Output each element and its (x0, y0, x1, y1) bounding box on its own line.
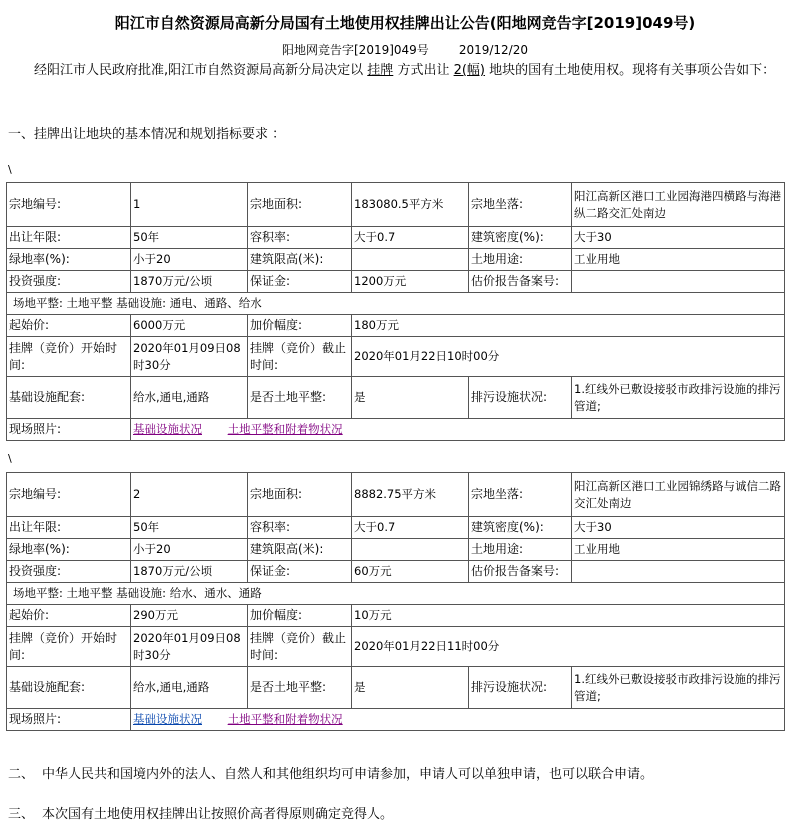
value-height (352, 539, 469, 561)
label-listing-end: 挂牌（竞价）截止时间: (248, 337, 352, 377)
label-investment: 投资强度: (7, 561, 131, 583)
value-start-price: 6000万元 (131, 315, 248, 337)
label-listing-start: 挂牌（竞价）开始时间: (7, 337, 131, 377)
label-area: 宗地面积: (248, 183, 352, 227)
value-leveled: 是 (352, 667, 469, 709)
land-leveling-photo-link[interactable]: 土地平整和附着物状况 (227, 712, 343, 726)
value-green: 小于20 (131, 539, 248, 561)
label-listing-start: 挂牌（竞价）开始时间: (7, 627, 131, 667)
value-listing-start: 2020年01月09日08时30分 (131, 627, 248, 667)
value-density: 大于30 (572, 517, 785, 539)
intro-paragraph: 经阳江市人民政府批准,阳江市自然资源局高新分局决定以 挂牌 方式出让 2(幅) 地块的国有土地使用权。现将有关事项公告如下： (34, 63, 776, 78)
separator-mark: \ (8, 163, 12, 176)
value-term: 50年 (131, 517, 248, 539)
label-height: 建筑限高(米): (248, 539, 352, 561)
value-use: 工业用地 (572, 539, 785, 561)
doc-date: 2019/12/20 (458, 43, 528, 57)
value-sewage: 1.红线外已敷设接驳市政排污设施的排污管道; (572, 377, 785, 419)
method-value: 挂牌 (367, 63, 394, 78)
label-leveled: 是否土地平整: (248, 667, 352, 709)
value-density: 大于30 (572, 227, 785, 249)
value-green: 小于20 (131, 249, 248, 271)
value-far: 大于0.7 (352, 227, 469, 249)
section-2-number: 二、 (8, 767, 35, 782)
value-infra-config: 给水,通电,通路 (131, 667, 248, 709)
label-density: 建筑密度(%): (469, 227, 572, 249)
section-2-text: 中华人民共和国境内外的法人、自然人和其他组织均可申请参加，申请人可以单独申请，也可以联合申请。 (42, 767, 654, 782)
infrastructure-photo-link[interactable]: 基础设施状况 (133, 712, 202, 726)
label-far: 容积率: (248, 227, 352, 249)
separator-mark: \ (8, 452, 12, 465)
label-investment: 投资强度: (7, 271, 131, 293)
value-parcel-no: 1 (131, 183, 248, 227)
label-use: 土地用途: (469, 539, 572, 561)
label-use: 土地用途: (469, 249, 572, 271)
label-sewage: 排污设施状况: (469, 377, 572, 419)
section-2 (8, 763, 653, 782)
value-leveled: 是 (352, 377, 469, 419)
value-location: 阳江高新区港口工业园锦绣路与诚信二路交汇处南边 (572, 473, 785, 517)
value-investment: 1870万元/公顷 (131, 561, 248, 583)
value-deposit: 1200万元 (352, 271, 469, 293)
value-infra-config: 给水,通电,通路 (131, 377, 248, 419)
label-leveled: 是否土地平整: (248, 377, 352, 419)
site-note: 场地平整: 土地平整 基础设施: 通电、通路、给水 (7, 293, 785, 315)
doc-number: 阳地网竞告字[2019]049号 (282, 43, 429, 57)
label-photos: 现场照片: (7, 419, 131, 441)
label-density: 建筑密度(%): (469, 517, 572, 539)
label-green: 绿地率(%): (7, 539, 131, 561)
doc-meta (0, 41, 810, 58)
label-deposit: 保证金: (248, 271, 352, 293)
label-location: 宗地坐落: (469, 183, 572, 227)
value-far: 大于0.7 (352, 517, 469, 539)
label-sewage: 排污设施状况: (469, 667, 572, 709)
parcel-table-1 (6, 182, 785, 441)
parcel-count: 2(幅) (453, 63, 486, 78)
value-start-price: 290万元 (131, 605, 248, 627)
land-leveling-photo-link[interactable]: 土地平整和附着物状况 (227, 422, 343, 436)
value-listing-start: 2020年01月09日08时30分 (131, 337, 248, 377)
label-deposit: 保证金: (248, 561, 352, 583)
value-use: 工业用地 (572, 249, 785, 271)
page-title: 阳江市自然资源局高新分局国有土地使用权挂牌出让公告(阳地网竞告字[2019]049号) (114, 14, 696, 32)
value-parcel-no: 2 (131, 473, 248, 517)
label-parcel-no: 宗地编号: (7, 473, 131, 517)
label-height: 建筑限高(米): (248, 249, 352, 271)
label-area: 宗地面积: (248, 473, 352, 517)
infrastructure-photo-link[interactable]: 基础设施状况 (133, 422, 202, 436)
label-appraisal: 估价报告备案号: (469, 561, 572, 583)
section-1-heading: 一、挂牌出让地块的基本情况和规划指标要求 ： (8, 127, 286, 142)
site-note: 场地平整: 土地平整 基础设施: 给水、通水、通路 (7, 583, 785, 605)
value-appraisal (572, 561, 785, 583)
value-investment: 1870万元/公顷 (131, 271, 248, 293)
label-increment: 加价幅度: (248, 315, 352, 337)
value-appraisal (572, 271, 785, 293)
section-3 (8, 803, 393, 822)
label-term: 出让年限: (7, 517, 131, 539)
label-green: 绿地率(%): (7, 249, 131, 271)
label-appraisal: 估价报告备案号: (469, 271, 572, 293)
value-term: 50年 (131, 227, 248, 249)
label-location: 宗地坐落: (469, 473, 572, 517)
label-photos: 现场照片: (7, 709, 131, 731)
value-listing-end: 2020年01月22日10时00分 (352, 337, 785, 377)
label-far: 容积率: (248, 517, 352, 539)
parcel-table-2 (6, 472, 785, 731)
value-increment: 180万元 (352, 315, 785, 337)
label-infra-config: 基础设施配套: (7, 377, 131, 419)
value-sewage: 1.红线外已敷设接驳市政排污设施的排污管道; (572, 667, 785, 709)
label-term: 出让年限: (7, 227, 131, 249)
value-area: 183080.5平方米 (352, 183, 469, 227)
value-location: 阳江高新区港口工业园海港四横路与海港纵二路交汇处南边 (572, 183, 785, 227)
label-listing-end: 挂牌（竞价）截止时间: (248, 627, 352, 667)
section-3-text: 本次国有土地使用权挂牌出让按照价高者得原则确定竞得人。 (42, 807, 394, 822)
label-start-price: 起始价: (7, 315, 131, 337)
value-increment: 10万元 (352, 605, 785, 627)
value-listing-end: 2020年01月22日11时00分 (352, 627, 785, 667)
section-3-number: 三、 (8, 807, 35, 822)
value-height (352, 249, 469, 271)
label-infra-config: 基础设施配套: (7, 667, 131, 709)
value-deposit: 60万元 (352, 561, 469, 583)
value-area: 8882.75平方米 (352, 473, 469, 517)
label-start-price: 起始价: (7, 605, 131, 627)
label-parcel-no: 宗地编号: (7, 183, 131, 227)
label-increment: 加价幅度: (248, 605, 352, 627)
